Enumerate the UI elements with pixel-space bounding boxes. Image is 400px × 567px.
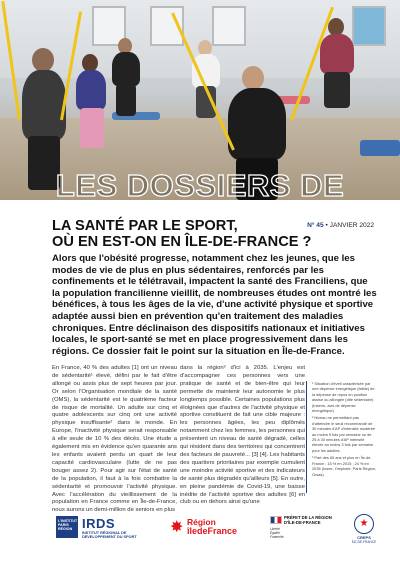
- region-label: Région: [187, 517, 216, 527]
- body-column-2: dans la région³ d'ici à 2035. L'enjeu est d'accompagner ces personnes vers une pratique de santé et de bien-être qui leur permette de maintenir leur autonomie le plus longtemps possible. Certaines populations plus éloignées que d'autres de l'activité physique et sportive constituent de fait une cible majeure : les personnes âgées, les peu diplômés notamment chez les femmes, les personnes qui présentent un niveau de santé dégradé, celles qui résident dans des territoires qui concentrent des facteurs de pauvreté... [3] [4]. Les habitants des quartiers prioritaires par exemple cumulent une moindre activité sportive et des indicateurs de santé plus dégradés qu'ailleurs [5]. En outre, en pleine pandémie de Covid-19, une baisse inédite de l'activité sportive des adultes [6] en club ou en dehors ainsi qu'une: [180, 365, 305, 506]
- footnote-3: ³ Part des 65 ans et plus en Île-de-France : 15 % en 2015 ; 24 % en 2035 (Insee, Omphale, Paris Région, Orsas).: [312, 455, 377, 477]
- creps-region: ÎLE-DE-FRANCE: [351, 540, 377, 544]
- headline: [52, 218, 312, 250]
- issue-number: N° 45: [307, 222, 324, 229]
- series-title: LES DOSSIERS DE: [55, 168, 345, 200]
- french-flag-icon: [270, 516, 282, 524]
- lead-paragraph: Alors que l'obésité progresse, notamment chez les jeunes, que les modes de vie de plus en plus sédentaires, renforcés par les confinements et le télétravail, impactent la santé des Franciliens, que la population francilienne vieillit, de nombreuses études ont montré les bénéfices, à tous les âges de la vie, d'une activité physique et sportive adaptée aussi bien en prévention qu'en traitement des maladies chroniques. Entre déclinaison des dispositifs nationaux et initiatives locales, le sport-santé se met en place progressivement dans les régions. Ce dossier fait le point sur la situation en Île-de-France.: [52, 253, 377, 357]
- prefet-motto: Liberté Égalité Fraternité: [270, 527, 284, 539]
- region-name: îledeFrance: [187, 526, 238, 536]
- hero-photo: [0, 0, 400, 200]
- footnote-1: ¹ Situation d'éveil caractérisée par une dépense énergétique (faible) de la dépense de repos en position assise ou allongée (dite sédentaire) (Inserm, avis de dépense énergétique).: [312, 381, 375, 414]
- exercise-mat: [360, 140, 400, 156]
- irds-full-name: INSTITUT RÉGIONAL DE DÉVELOPPEMENT DU SPORT: [82, 531, 137, 540]
- issue-date: JANVIER 2022: [329, 222, 374, 229]
- headline-line-1: LA SANTÉ PAR LE SPORT,: [52, 218, 238, 234]
- creps-emblem-icon: ★: [354, 514, 374, 534]
- creps-logo: [350, 514, 378, 544]
- creps-acronym: CREPS: [357, 535, 371, 540]
- institut-paris-region-logo: L'INSTITUT PARIS RÉGION: [56, 516, 78, 538]
- issue-info: N° 45 • JANVIER 2022: [307, 222, 374, 229]
- prefet-title: PRÉFET DE LA RÉGION D'ÎLE-DE-FRANCE: [284, 515, 332, 525]
- body-column-1: En France, 40 % des adultes [1] ont un niveau de sédentarité¹ élevé, défini par le fait d'être allongé ou assis plus de sept heures par jour. Or selon l'Organisation mondiale de la santé (OMS), la sédentarité est le quatrième facteur de risque de mortalité. Un adulte sur cinq et quatre adolescents sur cinq ont une activité physique insuffisante² dans le monde. En Europe, l'inactivité physique serait responsable à elle seule de 10 % des décès. Une étude a également mis en évidence qu'en quarante ans les enfants avaient perdu un quart de leur capacité cardiovasculaire (lutte de ne pas bouger assez 2). Pour agir sur l'état de santé de la population, il faut à la fois combattre la sédentarité et promouvoir l'activité physique. Avec l'accélération du vieillissement de la population en France comme en Île-de-France, nous aurons un demi-million de seniors en plus: [52, 365, 177, 514]
- region-star-icon: ✸: [170, 519, 184, 536]
- irds-acronym: IRDS: [82, 516, 116, 531]
- footnotes: [312, 381, 376, 479]
- person-exercising: [108, 38, 144, 118]
- person-exercising: [72, 52, 112, 152]
- headline-line-2: OÙ EN EST-ON EN ÎLE-DE-FRANCE ?: [52, 234, 312, 250]
- footnote-rule: [306, 381, 307, 493]
- footnote-2: ² Niveau ne permettant pas d'atteindre le seuil recommandé de 30 minutes d'AP d'intensité modérée au moins 5 fois par semaine ou de 25 à 30 minutes d'AP intensité élevée au moins 3 fois par semaine pour les adultes.: [312, 415, 376, 453]
- irds-logo: [82, 516, 144, 540]
- partner-logos: [0, 514, 400, 567]
- person-exercising: [186, 40, 226, 120]
